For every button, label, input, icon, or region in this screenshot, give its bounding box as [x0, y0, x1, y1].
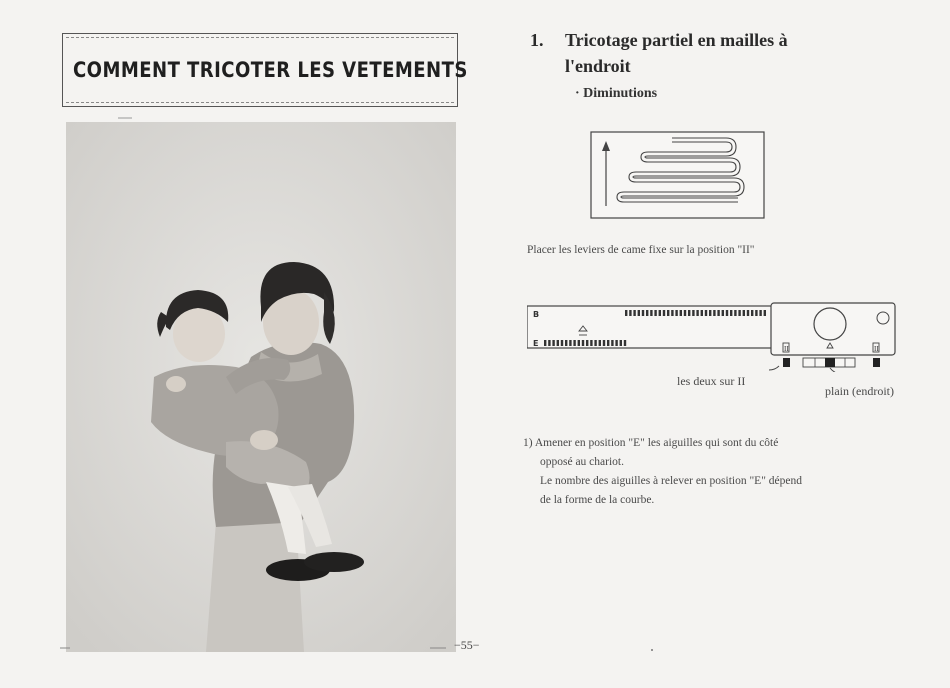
- needle-b: [667, 310, 669, 316]
- needle-e: [599, 340, 601, 346]
- needle-b: [654, 310, 656, 316]
- cam-lever-caption: Placer les leviers de came fixe sur la position "II": [527, 244, 755, 256]
- needle-b: [722, 310, 724, 316]
- needle-b: [747, 310, 749, 316]
- needle-e: [578, 340, 580, 346]
- needle-b: [642, 310, 644, 316]
- needle-e: [565, 340, 567, 346]
- instruction-line-4: de la forme de la courbe.: [540, 494, 655, 506]
- needle-b: [696, 310, 698, 316]
- needle-b: [705, 310, 707, 316]
- needle-b: [755, 310, 757, 316]
- needle-e: [611, 340, 613, 346]
- needle-b: [730, 310, 732, 316]
- needle-e: [561, 340, 563, 346]
- needle-e: [548, 340, 550, 346]
- needle-b: [684, 310, 686, 316]
- bed-b-label: B: [533, 310, 540, 319]
- needle-b: [764, 310, 766, 316]
- needle-b: [659, 310, 661, 316]
- needle-e: [557, 340, 559, 346]
- needle-b: [751, 310, 753, 316]
- step-number: 1): [523, 437, 533, 449]
- needle-e: [620, 340, 622, 346]
- section-number: 1.: [530, 30, 544, 50]
- needle-b: [709, 310, 711, 316]
- needle-b: [629, 310, 631, 316]
- needle-b: [743, 310, 745, 316]
- needle-e: [582, 340, 584, 346]
- needle-e: [624, 340, 626, 346]
- needle-b: [650, 310, 652, 316]
- knitting-shape-diagram: [590, 131, 766, 221]
- needle-e: [569, 340, 571, 346]
- instruction-line-3: Le nombre des aiguilles à relever en position "E" dépend: [540, 475, 802, 487]
- needle-b: [633, 310, 635, 316]
- needle-e: [615, 340, 617, 346]
- needle-e: [544, 340, 546, 346]
- page-title: COMMENT TRICOTER LES VETEMENTS: [73, 58, 468, 82]
- needle-b: [680, 310, 682, 316]
- needle-b: [646, 310, 648, 316]
- needle-b: [726, 310, 728, 316]
- needle-b: [701, 310, 703, 316]
- needle-e: [594, 340, 596, 346]
- instruction-line-1: Amener en position "E" les aiguilles qui sont du côté: [534, 437, 779, 449]
- needle-b: [663, 310, 665, 316]
- needle-b: [738, 310, 740, 316]
- needle-b: [759, 310, 761, 316]
- section-title-line2: l'endroit: [565, 56, 631, 76]
- knitting-machine-diagram: [527, 300, 899, 372]
- section-title-line1: Tricotage partiel en mailles à: [565, 30, 788, 50]
- needle-e: [590, 340, 592, 346]
- label-plain-endroit: plain (endroit): [825, 384, 894, 398]
- needle-b: [717, 310, 719, 316]
- needle-b: [713, 310, 715, 316]
- needle-b: [671, 310, 673, 316]
- needle-b: [734, 310, 736, 316]
- needle-b: [688, 310, 690, 316]
- needle-e: [573, 340, 575, 346]
- bed-e-label: E: [533, 339, 539, 348]
- needle-b: [675, 310, 677, 316]
- instruction-step-1: [523, 434, 903, 510]
- instruction-line-2: opposé au chariot.: [540, 456, 624, 468]
- page-number: −55−: [454, 638, 480, 652]
- subheading: · Diminutions: [575, 86, 658, 101]
- carriage-left-mark: II: [784, 345, 789, 353]
- needle-b: [625, 310, 627, 316]
- needle-b: [638, 310, 640, 316]
- needle-e: [586, 340, 588, 346]
- label-both-on-II: les deux sur II: [677, 374, 746, 388]
- needle-b: [692, 310, 694, 316]
- needle-e: [603, 340, 605, 346]
- needle-e: [552, 340, 554, 346]
- carriage-right-mark: II: [874, 345, 879, 353]
- needle-e: [607, 340, 609, 346]
